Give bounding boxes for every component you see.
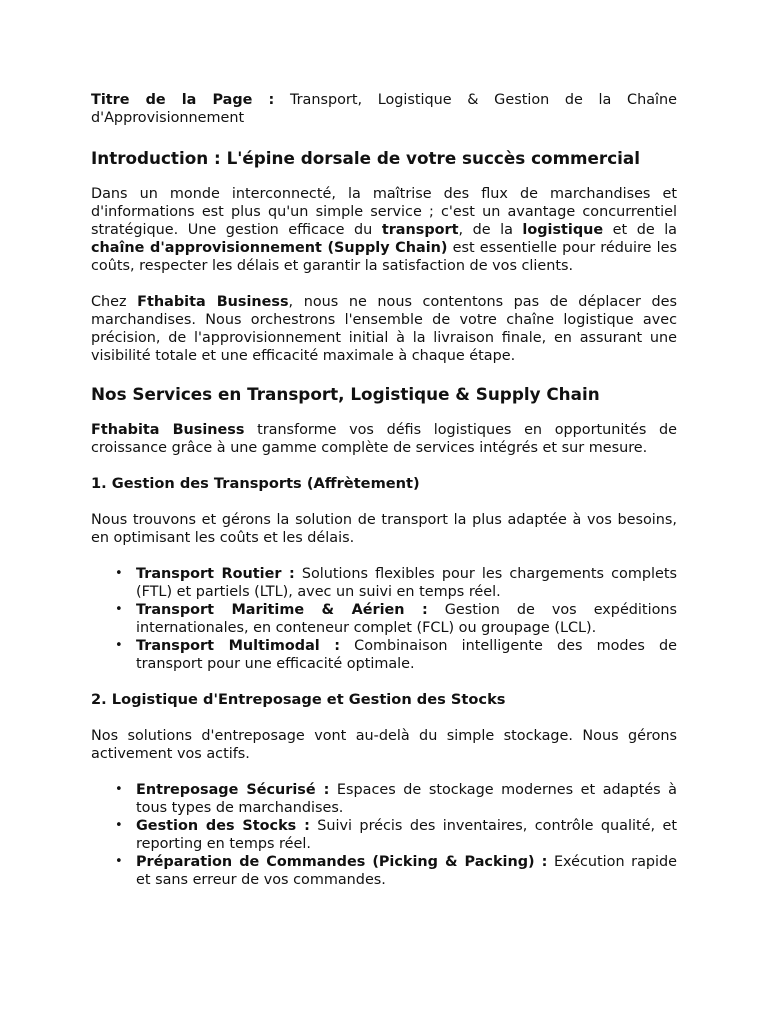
intro-p1-bold-transport: transport: [381, 222, 459, 238]
list-item: [115, 853, 678, 889]
intro-p1-bold-logistique: logistique: [522, 222, 604, 238]
bullet-icon: •: [115, 854, 123, 869]
bullet-icon: •: [115, 818, 123, 833]
list-item-bold: Transport Multimodal :: [136, 638, 341, 654]
services-intro: [91, 421, 677, 457]
intro-p1-text-4: est essentielle pour réduire les coûts, respecter les délais et garantir la satisfaction de vos clients.: [91, 240, 677, 274]
intro-p2-bold-company: Fthabita Business: [137, 294, 289, 310]
bullet-icon: •: [115, 566, 123, 581]
list-item-bold: Transport Routier :: [136, 566, 295, 582]
list-item-text: Exécution rapide et sans erreur de vos commandes.: [136, 854, 678, 888]
services-intro-text: transforme vos défis logistiques en opportunités de croissance grâce à une gamme complète de services intégrés et sur mesure.: [91, 422, 677, 456]
intro-p2-text-1: Chez: [91, 294, 138, 310]
intro-p1-text-3: et de la: [603, 222, 678, 238]
document-page: [91, 91, 677, 907]
section-1-list: [91, 565, 677, 673]
section-2-heading: 2. Logistique d'Entreposage et Gestion des Stocks: [91, 691, 506, 708]
list-item-text: Gestion de vos expéditions internationales, en conteneur complet (FCL) ou groupage (LCL).: [136, 602, 677, 636]
bullet-icon: •: [115, 602, 123, 617]
intro-paragraph-2: [91, 293, 677, 365]
list-item-bold: Entreposage Sécurisé :: [136, 782, 330, 798]
services-heading: Nos Services en Transport, Logistique & Supply Chain: [91, 384, 600, 404]
list-item-text: Espaces de stockage modernes et adaptés à tous types de marchandises.: [136, 782, 677, 816]
intro-p1-text-1: Dans un monde interconnecté, la maîtrise des flux de marchandises et d'informations est plus qu'un simple service ; c'est un avantage concurrentiel stratégique. Une gestion efficace du: [91, 186, 677, 238]
list-item: [115, 637, 677, 673]
list-item-bold: Préparation de Commandes (Picking & Packing) :: [136, 854, 548, 870]
list-item: [115, 817, 677, 853]
section-1-text: Nous trouvons et gérons la solution de transport la plus adaptée à vos besoins, en optimisant les coûts et les délais.: [91, 512, 677, 546]
intro-paragraph-1: [91, 185, 677, 275]
list-item-bold: Gestion des Stocks :: [136, 818, 310, 834]
section-2-list: [91, 781, 677, 889]
list-item-text: Solutions flexibles pour les chargements complets (FTL) et partiels (LTL), avec un suivi en temps réel.: [136, 566, 677, 600]
list-item: [115, 601, 677, 637]
list-item: [115, 565, 677, 601]
page-title-line: [91, 91, 677, 127]
list-item-text: Suivi précis des inventaires, contrôle qualité, et reporting en temps réel.: [136, 818, 677, 852]
intro-p1-bold-supply-chain: chaîne d'approvisionnement (Supply Chain): [91, 240, 448, 256]
list-item: [115, 781, 677, 817]
bullet-icon: •: [115, 782, 123, 797]
page-title-label: Titre de la Page :: [91, 92, 275, 108]
bullet-icon: •: [115, 638, 123, 653]
services-intro-bold-company: Fthabita Business: [91, 422, 245, 438]
intro-p1-text-2: , de la: [458, 222, 523, 238]
intro-heading: Introduction : L'épine dorsale de votre succès commercial: [91, 148, 640, 168]
section-2-text: Nos solutions d'entreposage vont au-delà du simple stockage. Nous gérons activement vos actifs.: [91, 728, 677, 762]
list-item-text: Combinaison intelligente des modes de transport pour une efficacité optimale.: [136, 638, 677, 672]
list-item-bold: Transport Maritime & Aérien :: [136, 602, 428, 618]
intro-p2-text-2: , nous ne nous contentons pas de déplacer des marchandises. Nous orchestrons l'ensemble de votre chaîne logistique avec précision, de l'approvisionnement initial à la livraison finale, en assurant une visibilité totale et une efficacité maximale à chaque étape.: [91, 294, 677, 364]
section-1-heading: 1. Gestion des Transports (Affrètement): [91, 475, 420, 492]
page-title-value: Transport, Logistique & Gestion de la Chaîne d'Approvisionnement: [91, 92, 677, 126]
